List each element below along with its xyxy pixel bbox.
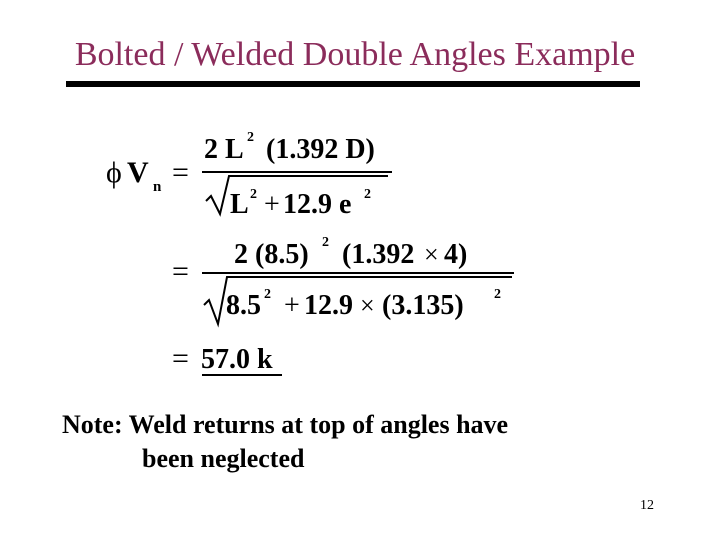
equals-2: = xyxy=(172,255,189,288)
svg-text:+: + xyxy=(284,290,300,321)
svg-text:×: × xyxy=(360,291,375,320)
v-subscript: n xyxy=(153,179,162,195)
note-line-1: Note: Weld returns at top of angles have xyxy=(62,410,509,439)
svg-text:L: L xyxy=(230,189,249,220)
svg-text:2 (8.5): 2 (8.5) xyxy=(234,239,309,270)
svg-text:+: + xyxy=(264,189,280,220)
svg-text:(1.392: (1.392 xyxy=(342,239,415,270)
svg-text:12.9: 12.9 xyxy=(304,290,353,321)
svg-text:(1.392 D): (1.392 D) xyxy=(266,134,375,165)
slide-title: Bolted / Welded Double Angles Example xyxy=(74,36,636,73)
note-text xyxy=(62,408,508,476)
result-value: 57.0 k xyxy=(201,344,273,375)
svg-text:2 L: 2 L xyxy=(204,134,244,165)
svg-text:8.5: 8.5 xyxy=(226,290,261,321)
v-symbol: V xyxy=(127,156,149,189)
line1-numerator xyxy=(204,130,375,165)
svg-text:2: 2 xyxy=(322,235,329,250)
equals-3: = xyxy=(172,342,189,375)
svg-text:2: 2 xyxy=(250,187,257,202)
page-number: 12 xyxy=(640,498,654,513)
svg-text:4): 4) xyxy=(444,239,468,270)
svg-text:2: 2 xyxy=(494,287,501,302)
line1-denominator xyxy=(206,176,388,220)
line2-numerator xyxy=(234,235,467,270)
svg-text:2: 2 xyxy=(247,130,254,145)
phi-symbol: ϕ xyxy=(106,156,122,189)
svg-text:12.9 e: 12.9 e xyxy=(283,189,352,220)
svg-text:2: 2 xyxy=(264,287,271,302)
equals-1: = xyxy=(172,156,189,189)
svg-text:2: 2 xyxy=(364,187,371,202)
line2-denominator xyxy=(204,277,512,324)
svg-text:(3.135): (3.135) xyxy=(382,290,464,321)
svg-text:×: × xyxy=(424,240,439,269)
note-line-2: been neglected xyxy=(142,444,305,473)
